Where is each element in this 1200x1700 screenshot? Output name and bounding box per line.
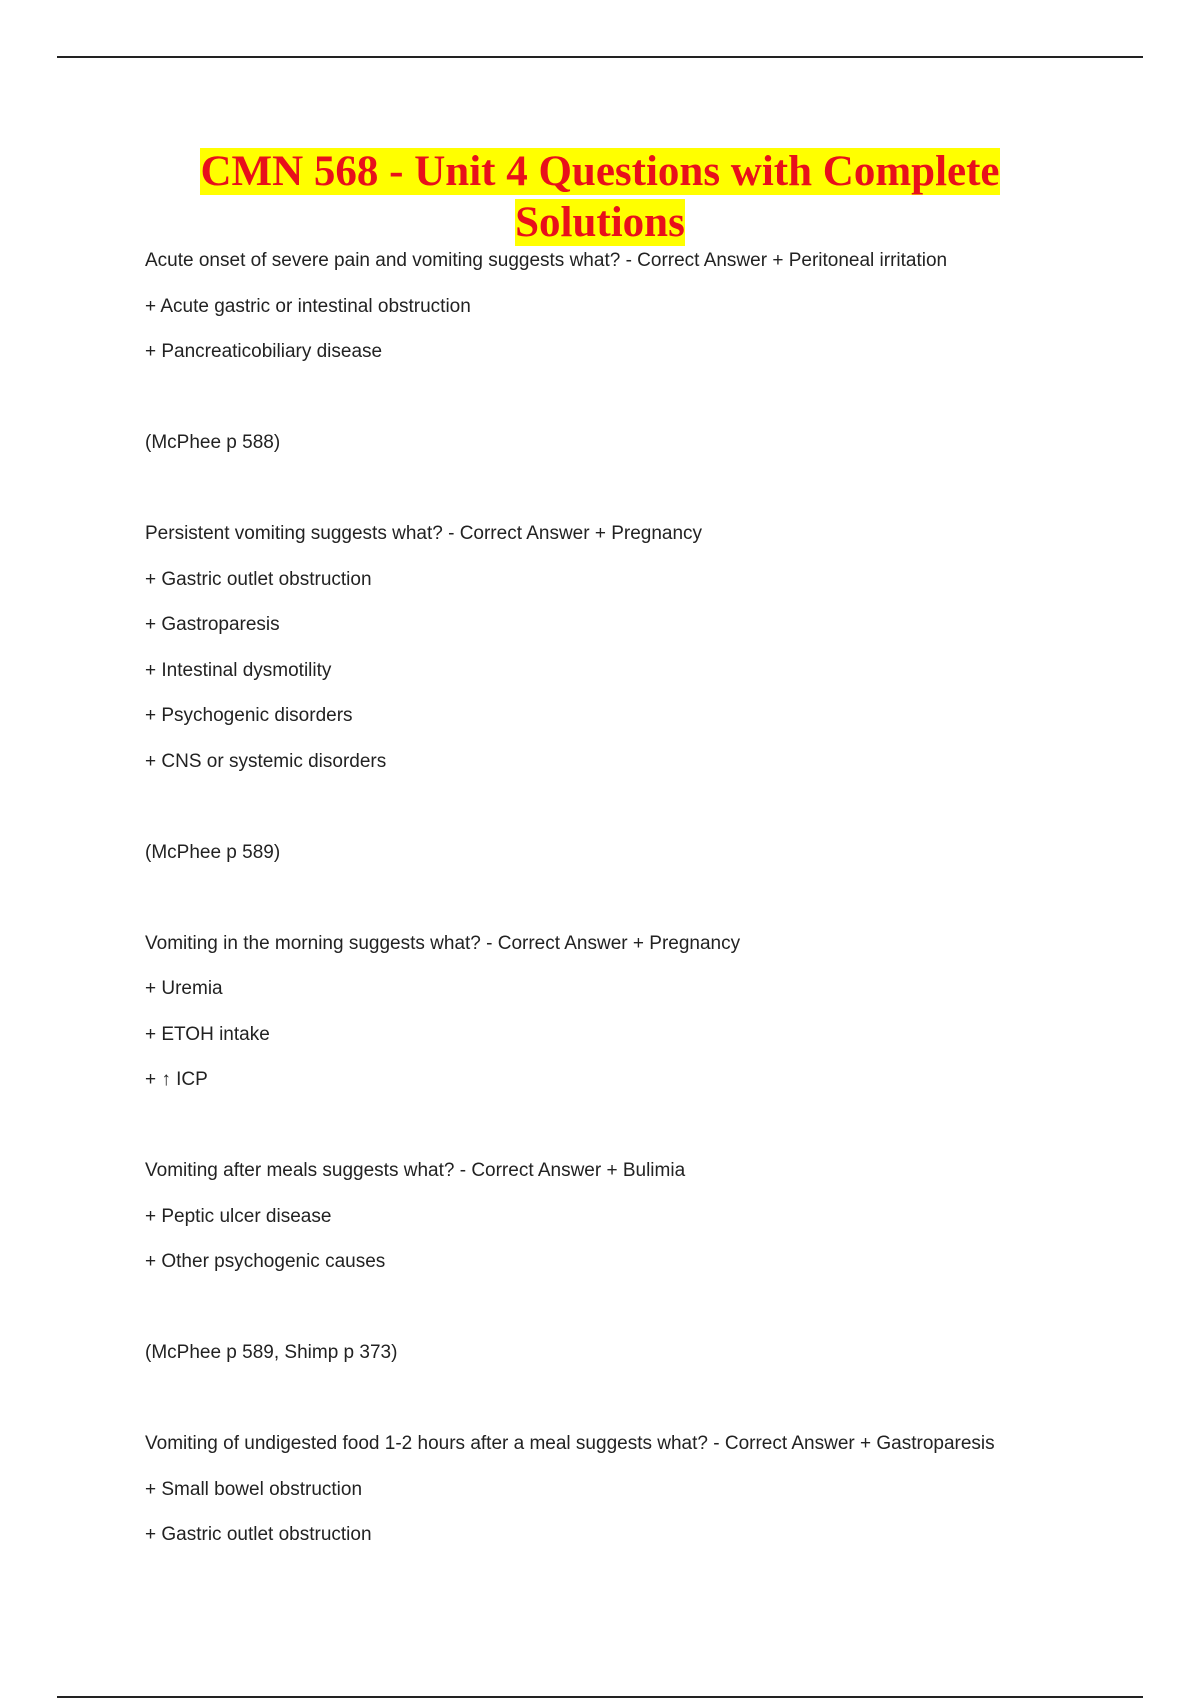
- text-line: + Acute gastric or intestinal obstruction: [145, 295, 471, 317]
- document-title: [0, 146, 1200, 248]
- blank-line: [145, 883, 1105, 929]
- text-line: (McPhee p 589): [145, 841, 281, 863]
- text-line: Vomiting in the morning suggests what? - Correct Answer + Pregnancy: [145, 932, 741, 954]
- text-line: + CNS or systemic disorders: [145, 750, 387, 772]
- text-line: + Small bowel obstruction: [145, 1478, 363, 1500]
- document-title-line-1: CMN 568 - Unit 4 Questions with Complete: [200, 148, 1000, 195]
- text-line: Acute onset of severe pain and vomiting suggests what? - Correct Answer + Peritoneal irritation: [145, 250, 948, 271]
- blank-line: [145, 792, 1105, 838]
- blank-line: [145, 1384, 1105, 1430]
- text-line: (McPhee p 589, Shimp p 373): [145, 1342, 398, 1363]
- text-line: + Gastric outlet obstruction: [145, 1524, 372, 1545]
- text-line: + ETOH intake: [145, 1023, 270, 1045]
- text-line: + ↑ ICP: [145, 1069, 208, 1090]
- document-body: [145, 246, 1105, 1566]
- blank-line: [145, 474, 1105, 520]
- text-line: Vomiting after meals suggests what? - Correct Answer + Bulimia: [145, 1160, 686, 1181]
- text-line: + Pancreaticobiliary disease: [145, 341, 383, 362]
- blank-line: [145, 1293, 1105, 1339]
- text-line: Persistent vomiting suggests what? - Correct Answer + Pregnancy: [145, 523, 703, 544]
- document-title-line-2: Solutions: [515, 199, 685, 246]
- text-line: + Intestinal dysmotility: [145, 659, 332, 681]
- text-line: + Psychogenic disorders: [145, 705, 353, 726]
- text-line: Vomiting of undigested food 1-2 hours after a meal suggests what? - Correct Answer + Gastroparesis: [145, 1433, 995, 1454]
- text-line: (McPhee p 588): [145, 432, 281, 453]
- text-line: + Other psychogenic causes: [145, 1251, 386, 1272]
- text-line: + Gastric outlet obstruction: [145, 568, 372, 590]
- blank-line: [145, 1111, 1105, 1157]
- blank-line: [145, 383, 1105, 429]
- header-rule: [57, 56, 1143, 58]
- text-line: + Peptic ulcer disease: [145, 1205, 332, 1227]
- footer-rule: [57, 1696, 1143, 1698]
- text-line: + Gastroparesis: [145, 614, 280, 635]
- text-line: + Uremia: [145, 978, 223, 999]
